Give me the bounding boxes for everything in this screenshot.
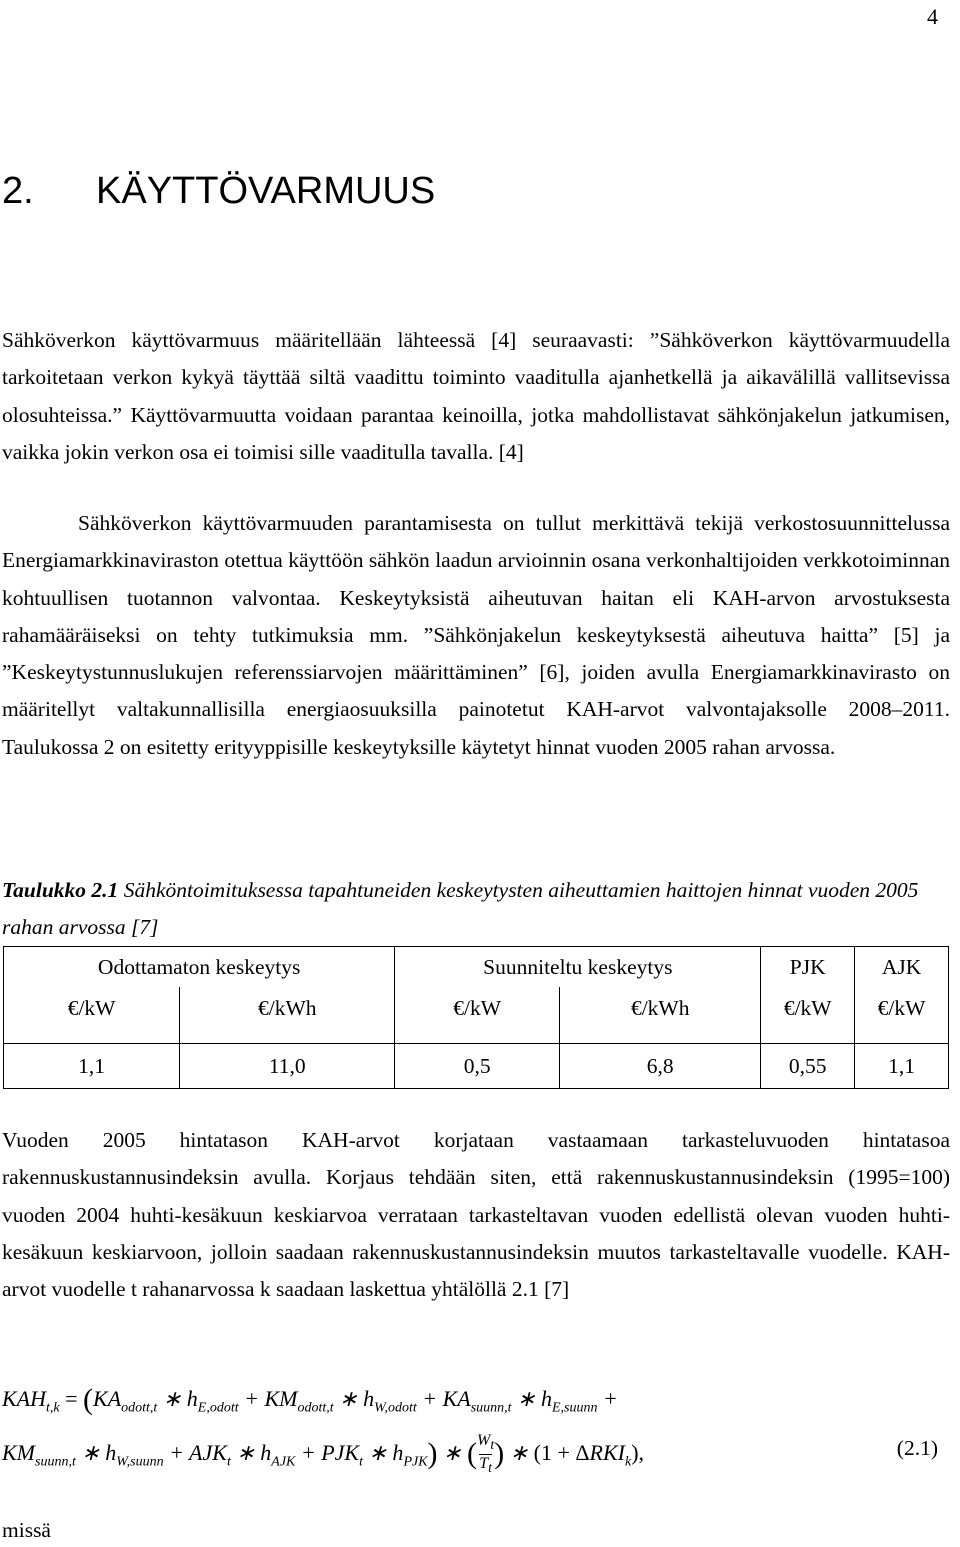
unit-cell: €/kWh: [560, 987, 761, 1029]
chapter-number: 2.: [2, 170, 34, 212]
table-unit-row: [4, 987, 949, 1029]
chapter-title: KÄYTTÖVARMUUS: [96, 170, 436, 212]
table-separator-row: [4, 1029, 949, 1044]
equation-line-1: $KAH_{t,k} = (KA_{odott,t}$ ∗ $h_{E,odott} + KM_{odott,t}$ ∗ $h_{W,odott} + KA_{suunn,t}$ ∗ $h_{E,suunn}$ +: [2, 1383, 618, 1416]
chapter-heading: [2, 170, 435, 213]
unit-cell: €/kW: [395, 987, 560, 1029]
paragraph-2: Sähköverkon käyttövarmuuden parantamisesta on tullut merkittävä tekijä verkostosuunnittelussa Energiamarkkinaviraston otettua käyttöön sähkön laadun arvioinnin osana verkonhaltijoiden verkkotoiminnan kohtuullisen tuotannon valvontaa. Keskeytyksistä aiheutuvan haitan eli KAH-arvon arvostuksesta rahamääräiseksi on tehty tutkimuksia mm. ”Sähkönjakelun keskeytyksestä aiheutuva haitta” [5] ja ”Keskeytystunnuslukujen referenssiarvojen määrittäminen” [6], joiden avulla Energiamarkkinavirasto on määritellyt valtakunnallisilla energiaosuuksilla painotetut KAH-arvot valvontajaksolle 2008–2011. Taulukossa 2 on esitetty erityyppisille keskeytyksille käytetyt hinnat vuoden 2005 rahan arvossa.: [2, 511, 950, 759]
value-cell: 0,5: [395, 1044, 560, 1089]
header-unplanned: Odottamaton keskeytys: [4, 947, 395, 988]
value-cell: 1,1: [4, 1044, 180, 1089]
value-cell: 1,1: [855, 1044, 949, 1089]
table-value-row: [4, 1044, 949, 1089]
table-caption: [2, 872, 950, 946]
equation-line-2: $KM_{suunn,t}$ ∗ $h_{W,suunn} + AJK_t$ ∗ $h_{AJK} + PJK_t$ ∗ $h_{PJK}$) ∗ $(\frac{W_t}{T_t})$ ∗ $(1 + \Delta RKI_k)$,: [2, 1432, 645, 1477]
footer-word: missä: [2, 1518, 51, 1542]
unit-cell: €/kW: [4, 987, 180, 1029]
header-pjk: PJK: [761, 947, 855, 988]
unit-cell: €/kWh: [180, 987, 395, 1029]
value-cell: 0,55: [761, 1044, 855, 1089]
value-cell: 11,0: [180, 1044, 395, 1089]
unit-cell: €/kW: [761, 987, 855, 1029]
interruption-cost-table: [3, 946, 949, 1089]
table-caption-text: Sähköntoimituksessa tapahtuneiden keskeytysten aiheuttamien haittojen hinnat vuoden 2005 rahan arvossa [7]: [2, 878, 919, 939]
paragraph-1: Sähköverkon käyttövarmuus määritellään lähteessä [4] seuraavasti: ”Sähköverkon käyttövarmuudella tarkoitetaan verkon kykyä täyttää siltä vaadittu toiminto vaaditulla ajanhetkellä ja aikavälillä vallitsevissa olosuhteissa.” Käyttövarmuutta voidaan parantaa keinoilla, jotka mahdollistavat sähkönjakelun jatkumisen, vaikka jokin verkon osa ei toimisi sille vaaditulla tavalla. [4]: [2, 328, 950, 464]
header-planned: Suunniteltu keskeytys: [395, 947, 761, 988]
header-ajk: AJK: [855, 947, 949, 988]
page-number: 4: [927, 4, 938, 29]
value-cell: 6,8: [560, 1044, 761, 1089]
equation-number: (2.1): [896, 1436, 938, 1460]
table-header-row: [4, 947, 949, 988]
unit-cell: €/kW: [855, 987, 949, 1029]
table-caption-label: Taulukko 2.1: [2, 878, 119, 902]
paragraph-3: Vuoden 2005 hintatason KAH-arvot korjataan vastaamaan tarkasteluvuoden hintatasoa rakennuskustannusindeksin avulla. Korjaus tehdään siten, että rakennuskustannusindeksin (1995=100) vuoden 2004 huhti-kesäkuun keskiarvoa verrataan tarkasteltavan vuoden edellistä olevan vuoden huhti-kesäkuun keskiarvoon, jolloin saadaan rakennuskustannusindeksin muutos tarkasteltavalle vuodelle. KAH-arvot vuodelle t rahanarvossa k saadaan laskettua yhtälöllä 2.1 [7]: [2, 1128, 950, 1302]
